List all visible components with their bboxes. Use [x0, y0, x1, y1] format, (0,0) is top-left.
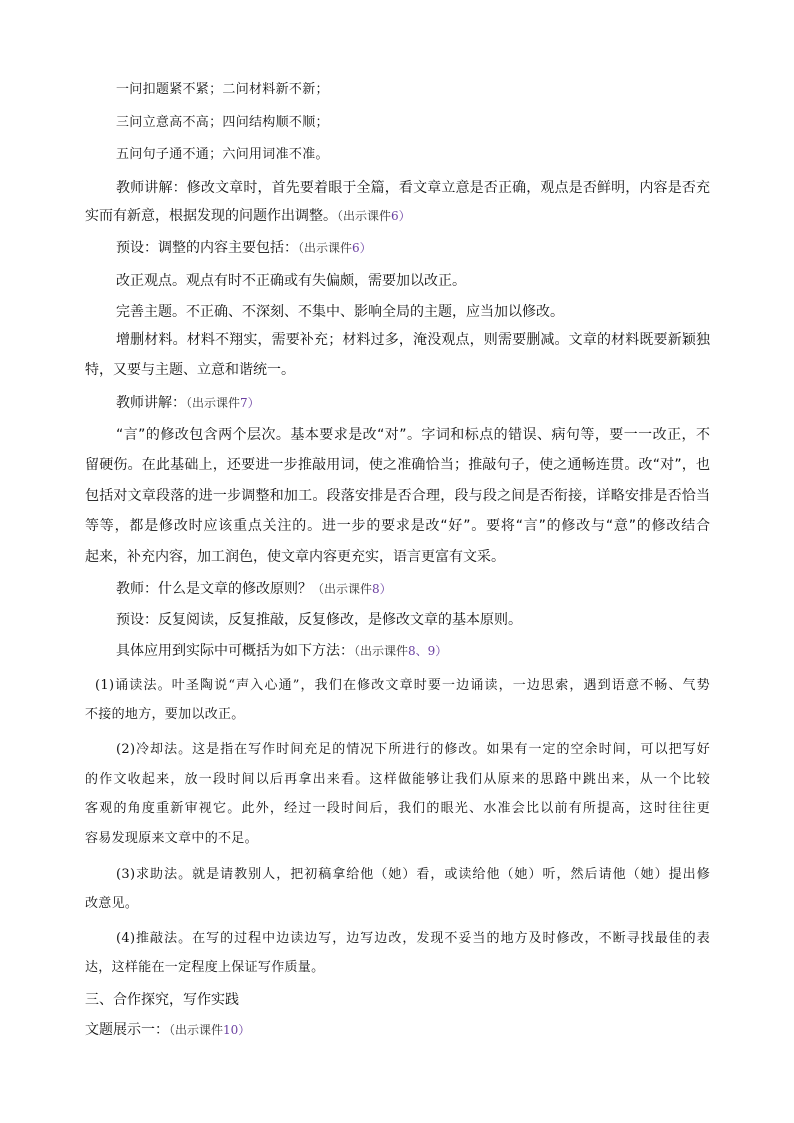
paragraph-line [116, 610, 522, 630]
paragraph-line [95, 676, 710, 696]
line-text: 起来，补充内容，加工润色，使文章内容更充实，语言更富有文采。 [85, 549, 505, 565]
paragraph-line [116, 113, 329, 133]
reference-label: （出示课件 [312, 582, 373, 596]
reference-number: 10） [223, 1023, 251, 1037]
paragraph-line [116, 865, 710, 885]
line-text: 三、合作探究，写作实践 [85, 992, 239, 1008]
line-text: 达，这样能在一定程度上保证写作质量。 [85, 960, 325, 975]
reference-number: 8、9） [408, 644, 448, 658]
paragraph-line [85, 958, 324, 978]
reference-number: 6） [391, 209, 411, 223]
paragraph-line [116, 579, 392, 599]
paragraph-line [116, 330, 710, 350]
paragraph-line [85, 486, 710, 506]
paragraph-line [85, 516, 710, 536]
paragraph-line [85, 990, 239, 1010]
line-text: 改意见。 [85, 896, 139, 911]
paragraph-line [116, 740, 710, 760]
courseware-reference [337, 209, 411, 223]
reference-number: 8） [372, 582, 392, 596]
line-text: (3)求助法。就是请教别人，把初稿拿给他（她）看，或读给他（她）听，然后请他（她）提出修 [116, 867, 710, 882]
paragraph-line [116, 393, 260, 413]
paragraph-line [116, 929, 710, 949]
courseware-reference [169, 1023, 250, 1037]
line-text: 五问句子通不通；六问用词准不准。 [116, 147, 329, 162]
paragraph-line [85, 1020, 250, 1040]
line-text: 留硬伤。在此基础上，还要进一步推敲用词，使之准确恰当；推敲句子，使之通畅连贯。改“对”，也 [85, 457, 710, 473]
reference-number: 7） [240, 396, 260, 410]
paragraph-line [85, 770, 710, 790]
line-text: 不接的地方，要加以改正。 [85, 707, 245, 722]
paragraph-line [116, 178, 710, 198]
courseware-reference [354, 644, 447, 658]
courseware-reference [186, 396, 260, 410]
paragraph-line [85, 829, 258, 849]
reference-label: （出示课件 [169, 1023, 224, 1037]
line-text: (1)诵读法。叶圣陶说“声入心通”，我们在修改文章时要一边诵读，一边思索，遇到语意不畅、气势 [95, 678, 710, 693]
line-text: “言”的修改包含两个层次。基本要求是改“对”。字词和标点的错误、病句等，要一一改正，不 [116, 427, 710, 443]
paragraph-line [116, 641, 447, 661]
line-text: 改正观点。观点有时不正确或有失偏颇，需要加以改正。 [116, 273, 466, 289]
line-text: 等等，都是修改时应该重点关注的。进一步的要求是改“好”。要将“言”的修改与“意”的修改结合 [85, 518, 710, 534]
line-text: 客观的角度重新审视它。此外，经过一段时间后，我们的眼光、水准会比以前有所提高，这时往往更 [85, 801, 710, 816]
reference-label: （出示课件 [354, 644, 409, 658]
paragraph-line [85, 547, 505, 567]
paragraph-line [85, 455, 710, 475]
paragraph-line [116, 145, 329, 165]
paragraph-line [116, 80, 329, 100]
paragraph-line [85, 894, 138, 914]
paragraph-line [85, 360, 295, 380]
line-text: 实而有新意，根据发现的问题作出调整。 [85, 208, 337, 224]
line-text: (2)冷却法。这是指在写作时间充足的情况下所进行的修改。如果有一定的空余时间，可以把写好 [116, 742, 710, 757]
line-text: 容易发现原来文章中的不足。 [85, 831, 258, 846]
paragraph-line [116, 271, 466, 291]
reference-label: （出示课件 [337, 209, 392, 223]
line-text: 教师讲解： [116, 395, 186, 411]
line-text: 包括对文章段落的进一步调整和加工。段落安排是否合理，段与段之间是否衔接，详略安排是否恰当 [85, 488, 710, 504]
line-text: 三问立意高不高；四问结构顺不顺； [116, 115, 329, 130]
paragraph-line [85, 705, 245, 725]
line-text: 预设：反复阅读，反复推敲，反复修改，是修改文章的基本原则。 [116, 612, 522, 628]
courseware-reference [312, 582, 392, 596]
paragraph-line [85, 799, 710, 819]
line-text: 一问扣题紧不紧；二问材料新不新； [116, 82, 329, 97]
line-text: (4)推敲法。在写的过程中边读边写，边写边改，发现不妥当的地方及时修改，不断寻找最佳的表 [116, 931, 710, 946]
line-text: 教师讲解：修改文章时，首先要着眼于全篇，看文章立意是否正确，观点是否鲜明，内容是否充 [116, 180, 710, 196]
line-text: 具体应用到实际中可概括为如下方法： [116, 643, 354, 659]
line-text: 文题展示一： [85, 1022, 169, 1038]
reference-label: （出示课件 [298, 241, 353, 255]
line-text: 的作文收起来，放一段时间以后再拿出来看。这样做能够让我们从原来的思路中跳出来，从一个比较 [85, 772, 710, 787]
line-text: 教师：什么是文章的修改原则？ [116, 581, 312, 597]
line-text: 预设：调整的内容主要包括： [116, 240, 298, 256]
paragraph-line [116, 425, 710, 445]
line-text: 增删材料。材料不翔实，需要补充；材料过多，淹没观点，则需要删减。文章的材料既要新颖独 [116, 332, 710, 348]
paragraph-line [116, 238, 372, 258]
paragraph-line [85, 206, 411, 226]
line-text: 完善主题。不正确、不深刻、不集中、影响全局的主题，应当加以修改。 [116, 304, 564, 320]
reference-label: （出示课件 [186, 396, 241, 410]
courseware-reference [298, 241, 372, 255]
line-text: 特，又要与主题、立意和谐统一。 [85, 362, 295, 378]
paragraph-line [116, 302, 564, 322]
reference-number: 6） [352, 241, 372, 255]
